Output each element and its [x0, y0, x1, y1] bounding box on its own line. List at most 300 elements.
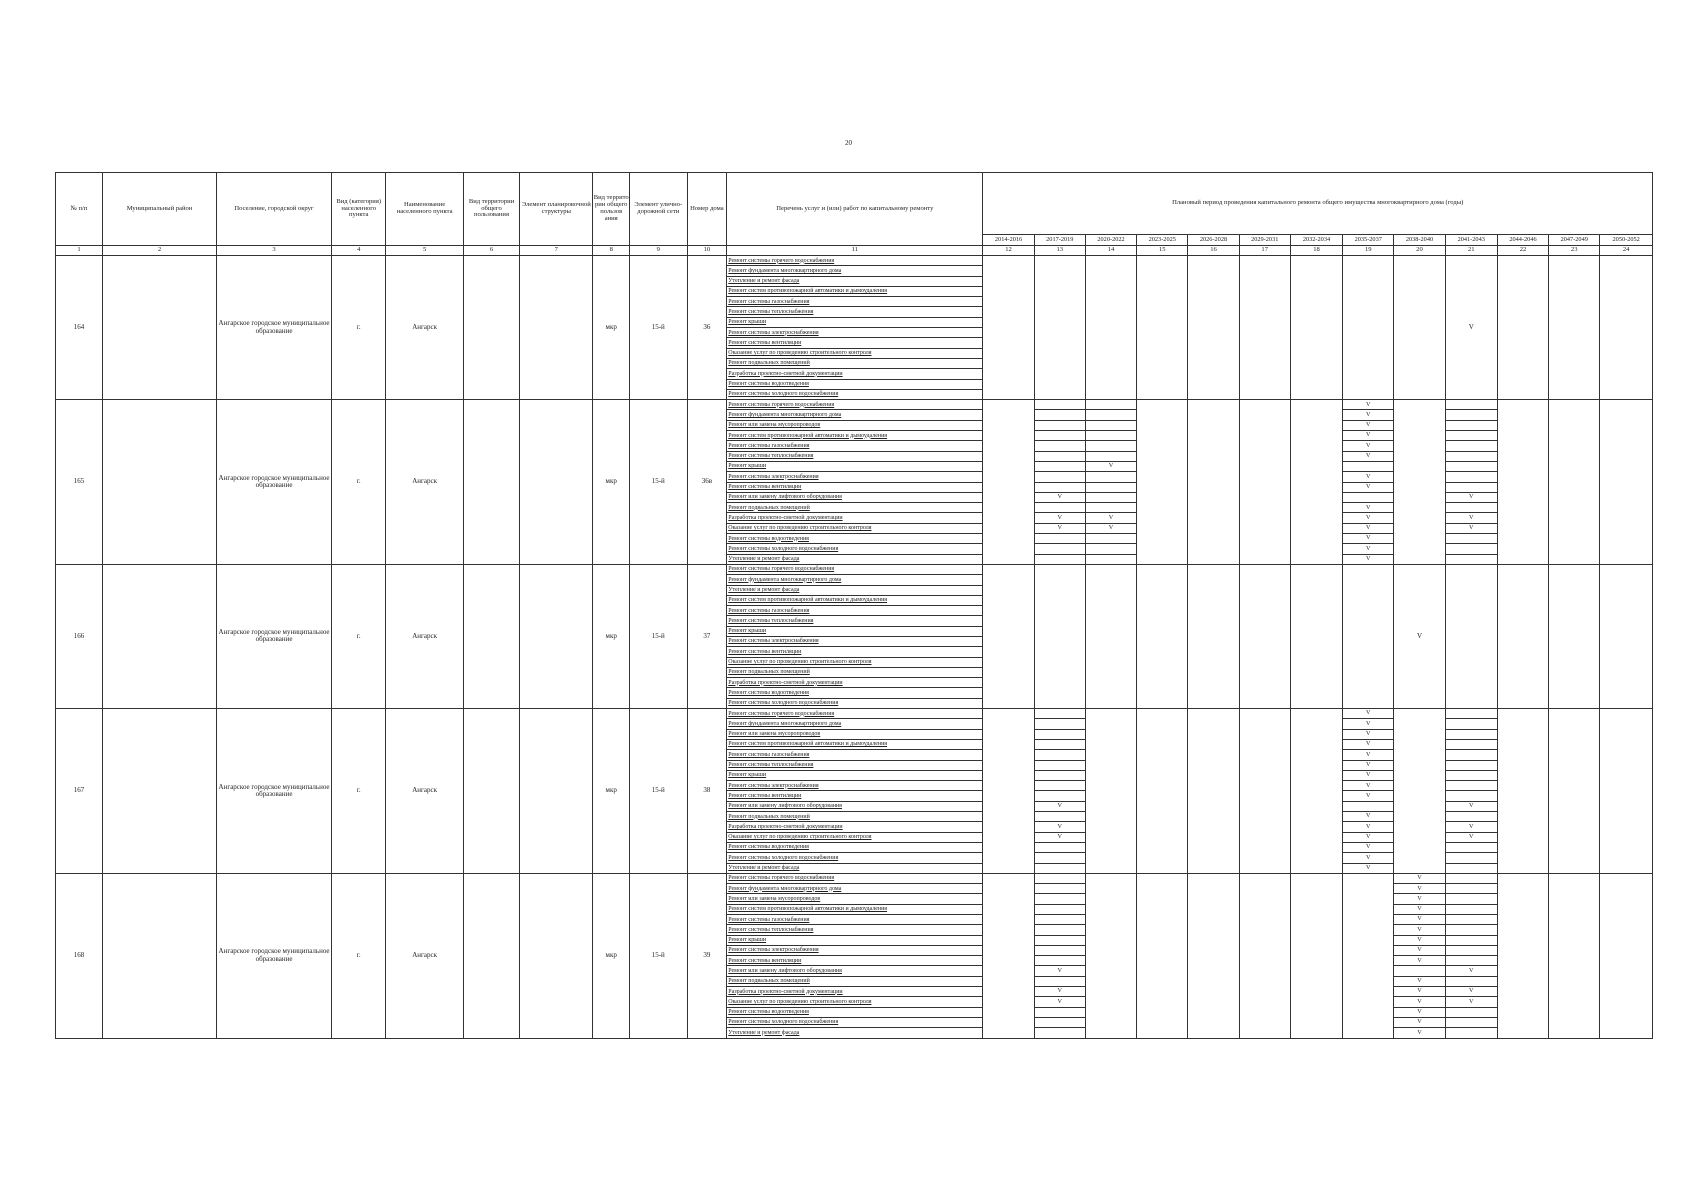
table-row: [56, 709, 1653, 719]
period-cell: [1445, 1017, 1497, 1027]
period-cell: [1445, 410, 1497, 420]
period-mark: V: [1394, 564, 1445, 708]
period-cell: [1600, 400, 1653, 565]
period-cell: [1034, 739, 1085, 749]
period-cell: [1034, 719, 1085, 729]
period-cell: [1445, 400, 1497, 410]
period-cell: [1445, 750, 1497, 760]
district-cell: [103, 873, 217, 1038]
period-cell: [1034, 894, 1085, 904]
locality-type-cell: г.: [332, 256, 386, 400]
work-item: Ремонт или замена мусоропроводов: [727, 420, 983, 430]
period-cell: [1445, 719, 1497, 729]
period-cell: [1343, 492, 1394, 502]
column-number: 17: [1239, 246, 1290, 256]
period-cell: [1239, 564, 1290, 708]
period-cell: [1497, 256, 1548, 400]
work-item: Ремонт системы теплоснабжения: [727, 451, 983, 461]
locality-name-cell: Ангарск: [386, 564, 463, 708]
work-item: Ремонт систем противопожарной автоматики и дымоудаления: [727, 595, 983, 605]
planning-element-cell: [520, 564, 593, 708]
work-item: Ремонт фундамента многоквартирного дома: [727, 884, 983, 894]
period-mark: V: [1394, 935, 1445, 945]
period-cell: [1034, 976, 1085, 986]
period-cell: [1343, 256, 1394, 400]
period-mark: V: [1343, 513, 1394, 523]
work-item: Утепление и ремонт фасада: [727, 554, 983, 564]
work-item: Ремонт подвальных помещений: [727, 976, 983, 986]
work-item: Ремонт крыши: [727, 461, 983, 471]
planning-element-cell: [520, 709, 593, 874]
header-works: Перечень услуг и (или) работ по капитальному ремонту: [727, 173, 983, 246]
column-number: 2: [103, 246, 217, 256]
period-cell: [1445, 544, 1497, 554]
header-locality-type: Вид (категория) населенного пункта: [332, 173, 386, 246]
period-cell: [1085, 472, 1136, 482]
period-cell: [1034, 400, 1085, 410]
work-item: Ремонт подвальных помещений: [727, 667, 983, 677]
work-item: Ремонт системы холодного водоснабжения: [727, 544, 983, 554]
work-item: Ремонт системы вентиляции: [727, 647, 983, 657]
planning-element-cell: [520, 400, 593, 565]
period-cell: [1085, 482, 1136, 492]
period-cell: [1034, 1028, 1085, 1038]
work-item: Ремонт или замена мусоропроводов: [727, 894, 983, 904]
work-item: Утепление и ремонт фасада: [727, 863, 983, 873]
period-cell: [1445, 863, 1497, 873]
work-item: Ремонт системы водоотведения: [727, 534, 983, 544]
period-cell: [1445, 441, 1497, 451]
work-item: Ремонт системы газоснабжения: [727, 441, 983, 451]
period-mark: V: [1343, 420, 1394, 430]
period-cell: [1445, 884, 1497, 894]
locality-type-cell: г.: [332, 400, 386, 565]
period-cell: [1445, 503, 1497, 513]
period-cell: [983, 564, 1034, 708]
column-number: 19: [1343, 246, 1394, 256]
period-mark: V: [1394, 945, 1445, 955]
period-cell: [1445, 945, 1497, 955]
work-item: Ремонт системы электроснабжения: [727, 636, 983, 646]
locality-name-cell: Ангарск: [386, 709, 463, 874]
period-mark: V: [1445, 822, 1497, 832]
period-mark: V: [1034, 987, 1085, 997]
period-mark: V: [1343, 770, 1394, 780]
period-cell: [1239, 256, 1290, 400]
period-cell: [1549, 873, 1600, 1038]
work-item: Ремонт систем противопожарной автоматики и дымоудаления: [727, 904, 983, 914]
year-period-header: 2029-2031: [1239, 235, 1290, 246]
period-cell: [1085, 544, 1136, 554]
work-item: Ремонт системы электроснабжения: [727, 328, 983, 338]
column-number: 7: [520, 246, 593, 256]
period-mark: V: [1034, 513, 1085, 523]
period-cell: [1549, 564, 1600, 708]
header-district: Муниципальный район: [103, 173, 217, 246]
column-number: 3: [217, 246, 332, 256]
column-numbers-row: [56, 246, 1653, 256]
period-mark: V: [1394, 1017, 1445, 1027]
period-cell: [1188, 709, 1239, 874]
column-number: 14: [1085, 246, 1136, 256]
period-cell: [1343, 564, 1394, 708]
settlement-cell: Ангарское городское муниципальное образование: [217, 709, 332, 874]
period-cell: [1085, 709, 1136, 874]
territory-kind-cell: мкр: [593, 564, 630, 708]
period-cell: [1034, 1017, 1085, 1027]
period-cell: [1034, 729, 1085, 739]
period-cell: [1188, 400, 1239, 565]
header-period: Плановый период проведения капитального ремонта общего имущества многоквартирного дома (годы): [983, 173, 1653, 235]
territory-kind-cell: мкр: [593, 873, 630, 1038]
period-cell: [1497, 400, 1548, 565]
period-mark: V: [1034, 966, 1085, 976]
header-locality-name: Наименование населенного пункта: [386, 173, 463, 246]
period-cell: [1445, 812, 1497, 822]
period-cell: [983, 400, 1034, 565]
year-period-header: 2026-2028: [1188, 235, 1239, 246]
period-mark: V: [1445, 492, 1497, 502]
period-mark: V: [1343, 739, 1394, 749]
period-mark: V: [1394, 1007, 1445, 1017]
period-cell: [1034, 410, 1085, 420]
period-mark: V: [1445, 801, 1497, 811]
period-mark: V: [1394, 956, 1445, 966]
settlement-cell: Ангарское городское муниципальное образование: [217, 256, 332, 400]
work-item: Ремонт системы газоснабжения: [727, 297, 983, 307]
house-number-cell: 39: [687, 873, 727, 1038]
period-cell: [1137, 709, 1188, 874]
period-cell: [1034, 420, 1085, 430]
column-number: 24: [1600, 246, 1653, 256]
work-item: Ремонт системы водоотведения: [727, 688, 983, 698]
period-mark: V: [1343, 451, 1394, 461]
period-mark: V: [1394, 997, 1445, 1007]
page-number: 20: [845, 139, 852, 147]
period-cell: [1394, 966, 1445, 976]
work-item: Ремонт системы электроснабжения: [727, 945, 983, 955]
period-cell: [1445, 534, 1497, 544]
period-cell: [1445, 915, 1497, 925]
work-item: Утепление и ремонт фасада: [727, 276, 983, 286]
period-mark: V: [1343, 410, 1394, 420]
column-number: 23: [1549, 246, 1600, 256]
period-cell: [1445, 842, 1497, 852]
period-cell: [1445, 1028, 1497, 1038]
period-cell: [1445, 760, 1497, 770]
period-cell: [1445, 781, 1497, 791]
period-cell: [1445, 564, 1497, 708]
period-cell: [1188, 873, 1239, 1038]
period-mark: V: [1343, 853, 1394, 863]
period-cell: [1085, 554, 1136, 564]
period-cell: [1445, 976, 1497, 986]
work-item: Утепление и ремонт фасада: [727, 585, 983, 595]
road-element-cell: 15-й: [630, 564, 688, 708]
period-cell: [1034, 781, 1085, 791]
period-cell: [1085, 503, 1136, 513]
column-number: 8: [593, 246, 630, 256]
period-cell: [983, 873, 1034, 1038]
column-number: 15: [1137, 246, 1188, 256]
column-number: 16: [1188, 246, 1239, 256]
period-cell: [1034, 915, 1085, 925]
year-period-header: 2044-2046: [1497, 235, 1548, 246]
settlement-cell: Ангарское городское муниципальное образование: [217, 400, 332, 565]
table-row: [56, 400, 1653, 410]
period-cell: [1085, 492, 1136, 502]
period-cell: [1445, 729, 1497, 739]
column-number: 4: [332, 246, 386, 256]
period-mark: V: [1445, 987, 1497, 997]
period-mark: V: [1394, 976, 1445, 986]
district-cell: [103, 256, 217, 400]
work-item: Ремонт системы газоснабжения: [727, 606, 983, 616]
period-cell: [1085, 564, 1136, 708]
period-mark: V: [1343, 400, 1394, 410]
period-cell: [1497, 873, 1548, 1038]
period-cell: [1445, 1007, 1497, 1017]
period-cell: [1034, 863, 1085, 873]
settlement-cell: Ангарское городское муниципальное образование: [217, 564, 332, 708]
period-cell: [1034, 925, 1085, 935]
period-cell: [1445, 431, 1497, 441]
work-item: Разработка проектно-сметной документации: [727, 822, 983, 832]
work-item: Ремонт системы теплоснабжения: [727, 760, 983, 770]
period-cell: [1188, 256, 1239, 400]
period-cell: [1445, 791, 1497, 801]
column-number: 18: [1290, 246, 1342, 256]
work-item: Ремонт системы вентиляции: [727, 956, 983, 966]
period-cell: [1034, 842, 1085, 852]
work-item: Ремонт фундамента многоквартирного дома: [727, 575, 983, 585]
period-cell: [1239, 709, 1290, 874]
planning-element-cell: [520, 256, 593, 400]
period-cell: [1085, 420, 1136, 430]
work-item: Ремонт системы вентиляции: [727, 338, 983, 348]
period-cell: [1034, 812, 1085, 822]
period-cell: [1445, 770, 1497, 780]
work-item: Ремонт крыши: [727, 770, 983, 780]
period-mark: V: [1394, 1028, 1445, 1038]
period-cell: [1445, 894, 1497, 904]
period-cell: [1034, 770, 1085, 780]
period-cell: [983, 256, 1034, 400]
table-row: [56, 256, 1653, 266]
period-mark: V: [1343, 523, 1394, 533]
work-item: Ремонт системы горячего водоснабжения: [727, 400, 983, 410]
locality-name-cell: Ангарск: [386, 873, 463, 1038]
period-cell: [1497, 564, 1548, 708]
work-item: Ремонт систем противопожарной автоматики и дымоудаления: [727, 431, 983, 441]
work-item: Ремонт подвальных помещений: [727, 358, 983, 368]
period-cell: [1445, 554, 1497, 564]
road-element-cell: 15-й: [630, 873, 688, 1038]
locality-type-cell: г.: [332, 873, 386, 1038]
year-period-header: 2014-2016: [983, 235, 1034, 246]
work-item: Ремонт системы газоснабжения: [727, 915, 983, 925]
period-cell: [1034, 884, 1085, 894]
period-cell: [1445, 739, 1497, 749]
work-item: Оказание услуг по проведению строительного контроля: [727, 997, 983, 1007]
period-mark: V: [1445, 832, 1497, 842]
period-mark: V: [1394, 894, 1445, 904]
period-cell: [1600, 564, 1653, 708]
period-cell: [1085, 534, 1136, 544]
work-item: Ремонт системы горячего водоснабжения: [727, 709, 983, 719]
period-cell: [1085, 256, 1136, 400]
period-mark: V: [1085, 523, 1136, 533]
period-mark: V: [1394, 884, 1445, 894]
period-mark: V: [1343, 472, 1394, 482]
period-cell: [1445, 935, 1497, 945]
period-mark: V: [1343, 791, 1394, 801]
period-mark: V: [1343, 482, 1394, 492]
house-number-cell: 37: [687, 564, 727, 708]
year-period-header: 2023-2025: [1137, 235, 1188, 246]
period-cell: [1445, 904, 1497, 914]
period-cell: [983, 709, 1034, 874]
row-number: 166: [56, 564, 103, 708]
period-cell: [1290, 873, 1342, 1038]
period-cell: [1034, 1007, 1085, 1017]
period-cell: [1034, 256, 1085, 400]
work-item: Ремонт крыши: [727, 317, 983, 327]
period-mark: V: [1343, 729, 1394, 739]
period-cell: [1034, 503, 1085, 513]
period-cell: [1600, 709, 1653, 874]
work-item: Ремонт или замену лифтового оборудования: [727, 966, 983, 976]
work-item: Ремонт системы теплоснабжения: [727, 616, 983, 626]
period-mark: V: [1394, 904, 1445, 914]
period-mark: V: [1343, 863, 1394, 873]
period-cell: [1600, 256, 1653, 400]
period-cell: [1034, 709, 1085, 719]
period-cell: [1343, 873, 1394, 1038]
work-item: Ремонт подвальных помещений: [727, 812, 983, 822]
period-cell: [1137, 400, 1188, 565]
header-territory-kind: Вид террито рии общего пользов ания: [593, 173, 630, 246]
work-item: Ремонт системы водоотведения: [727, 842, 983, 852]
house-number-cell: 38: [687, 709, 727, 874]
table-row: [56, 873, 1653, 883]
period-mark: V: [1034, 832, 1085, 842]
territory-type-cell: [463, 400, 519, 565]
row-number: 167: [56, 709, 103, 874]
district-cell: [103, 400, 217, 565]
work-item: Ремонт системы холодного водоснабжения: [727, 698, 983, 708]
period-cell: [1034, 750, 1085, 760]
year-period-header: 2032-2034: [1290, 235, 1342, 246]
house-number-cell: 36в: [687, 400, 727, 565]
work-item: Ремонт систем противопожарной автоматики и дымоудаления: [727, 739, 983, 749]
period-cell: [1034, 904, 1085, 914]
period-cell: [1445, 420, 1497, 430]
header-planning-element: Элемент планировочной структуры: [520, 173, 593, 246]
period-cell: [1445, 482, 1497, 492]
territory-kind-cell: мкр: [593, 400, 630, 565]
period-cell: [1549, 709, 1600, 874]
period-cell: [1290, 709, 1342, 874]
territory-type-cell: [463, 709, 519, 874]
column-number: 20: [1394, 246, 1445, 256]
road-element-cell: 15-й: [630, 400, 688, 565]
territory-type-cell: [463, 256, 519, 400]
work-item: Ремонт крыши: [727, 935, 983, 945]
work-item: Разработка проектно-сметной документации: [727, 513, 983, 523]
header-num: № п/п: [56, 173, 103, 246]
year-period-header: 2035-2037: [1343, 235, 1394, 246]
year-period-header: 2047-2049: [1549, 235, 1600, 246]
work-item: Ремонт системы вентиляции: [727, 482, 983, 492]
work-item: Ремонт системы холодного водоснабжения: [727, 389, 983, 399]
work-item: Ремонт фундамента многоквартирного дома: [727, 719, 983, 729]
year-period-header: 2050-2052: [1600, 235, 1653, 246]
period-cell: [1085, 431, 1136, 441]
period-cell: [1394, 400, 1445, 565]
period-mark: V: [1445, 966, 1497, 976]
period-mark: V: [1034, 822, 1085, 832]
house-number-cell: 36: [687, 256, 727, 400]
period-mark: V: [1343, 554, 1394, 564]
period-mark: V: [1343, 822, 1394, 832]
work-item: Ремонт системы водоотведения: [727, 379, 983, 389]
period-cell: [1034, 441, 1085, 451]
capital-repair-table: [55, 172, 1653, 1039]
period-cell: [1034, 945, 1085, 955]
work-item: Ремонт системы горячего водоснабжения: [727, 256, 983, 266]
year-period-header: 2038-2040: [1394, 235, 1445, 246]
period-mark: V: [1343, 812, 1394, 822]
period-mark: V: [1034, 997, 1085, 1007]
column-number: 6: [463, 246, 519, 256]
period-cell: [1034, 451, 1085, 461]
table-row: [56, 564, 1653, 574]
work-item: Ремонт системы теплоснабжения: [727, 925, 983, 935]
period-cell: [1034, 472, 1085, 482]
planning-element-cell: [520, 873, 593, 1038]
period-cell: [1290, 400, 1342, 565]
period-cell: [1445, 925, 1497, 935]
period-cell: [1290, 564, 1342, 708]
work-item: Оказание услуг по проведению строительного контроля: [727, 657, 983, 667]
period-mark: V: [1034, 523, 1085, 533]
period-cell: [1497, 709, 1548, 874]
work-item: Ремонт или замену лифтового оборудования: [727, 801, 983, 811]
locality-type-cell: г.: [332, 709, 386, 874]
year-period-header: 2041-2043: [1445, 235, 1497, 246]
work-item: Ремонт систем противопожарной автоматики и дымоудаления: [727, 286, 983, 296]
period-cell: [1600, 873, 1653, 1038]
period-cell: [1034, 431, 1085, 441]
period-cell: [1085, 873, 1136, 1038]
row-number: 165: [56, 400, 103, 565]
period-cell: [1085, 451, 1136, 461]
period-cell: [1034, 935, 1085, 945]
column-number: 1: [56, 246, 103, 256]
period-mark: V: [1394, 987, 1445, 997]
period-cell: [1034, 956, 1085, 966]
period-cell: [1394, 709, 1445, 874]
row-number: 168: [56, 873, 103, 1038]
period-cell: [1137, 564, 1188, 708]
period-cell: [1445, 461, 1497, 471]
work-item: Ремонт фундамента многоквартирного дома: [727, 266, 983, 276]
work-item: Ремонт или замена мусоропроводов: [727, 729, 983, 739]
work-item: Ремонт фундамента многоквартирного дома: [727, 410, 983, 420]
period-cell: [1034, 760, 1085, 770]
work-item: Ремонт системы водоотведения: [727, 1007, 983, 1017]
